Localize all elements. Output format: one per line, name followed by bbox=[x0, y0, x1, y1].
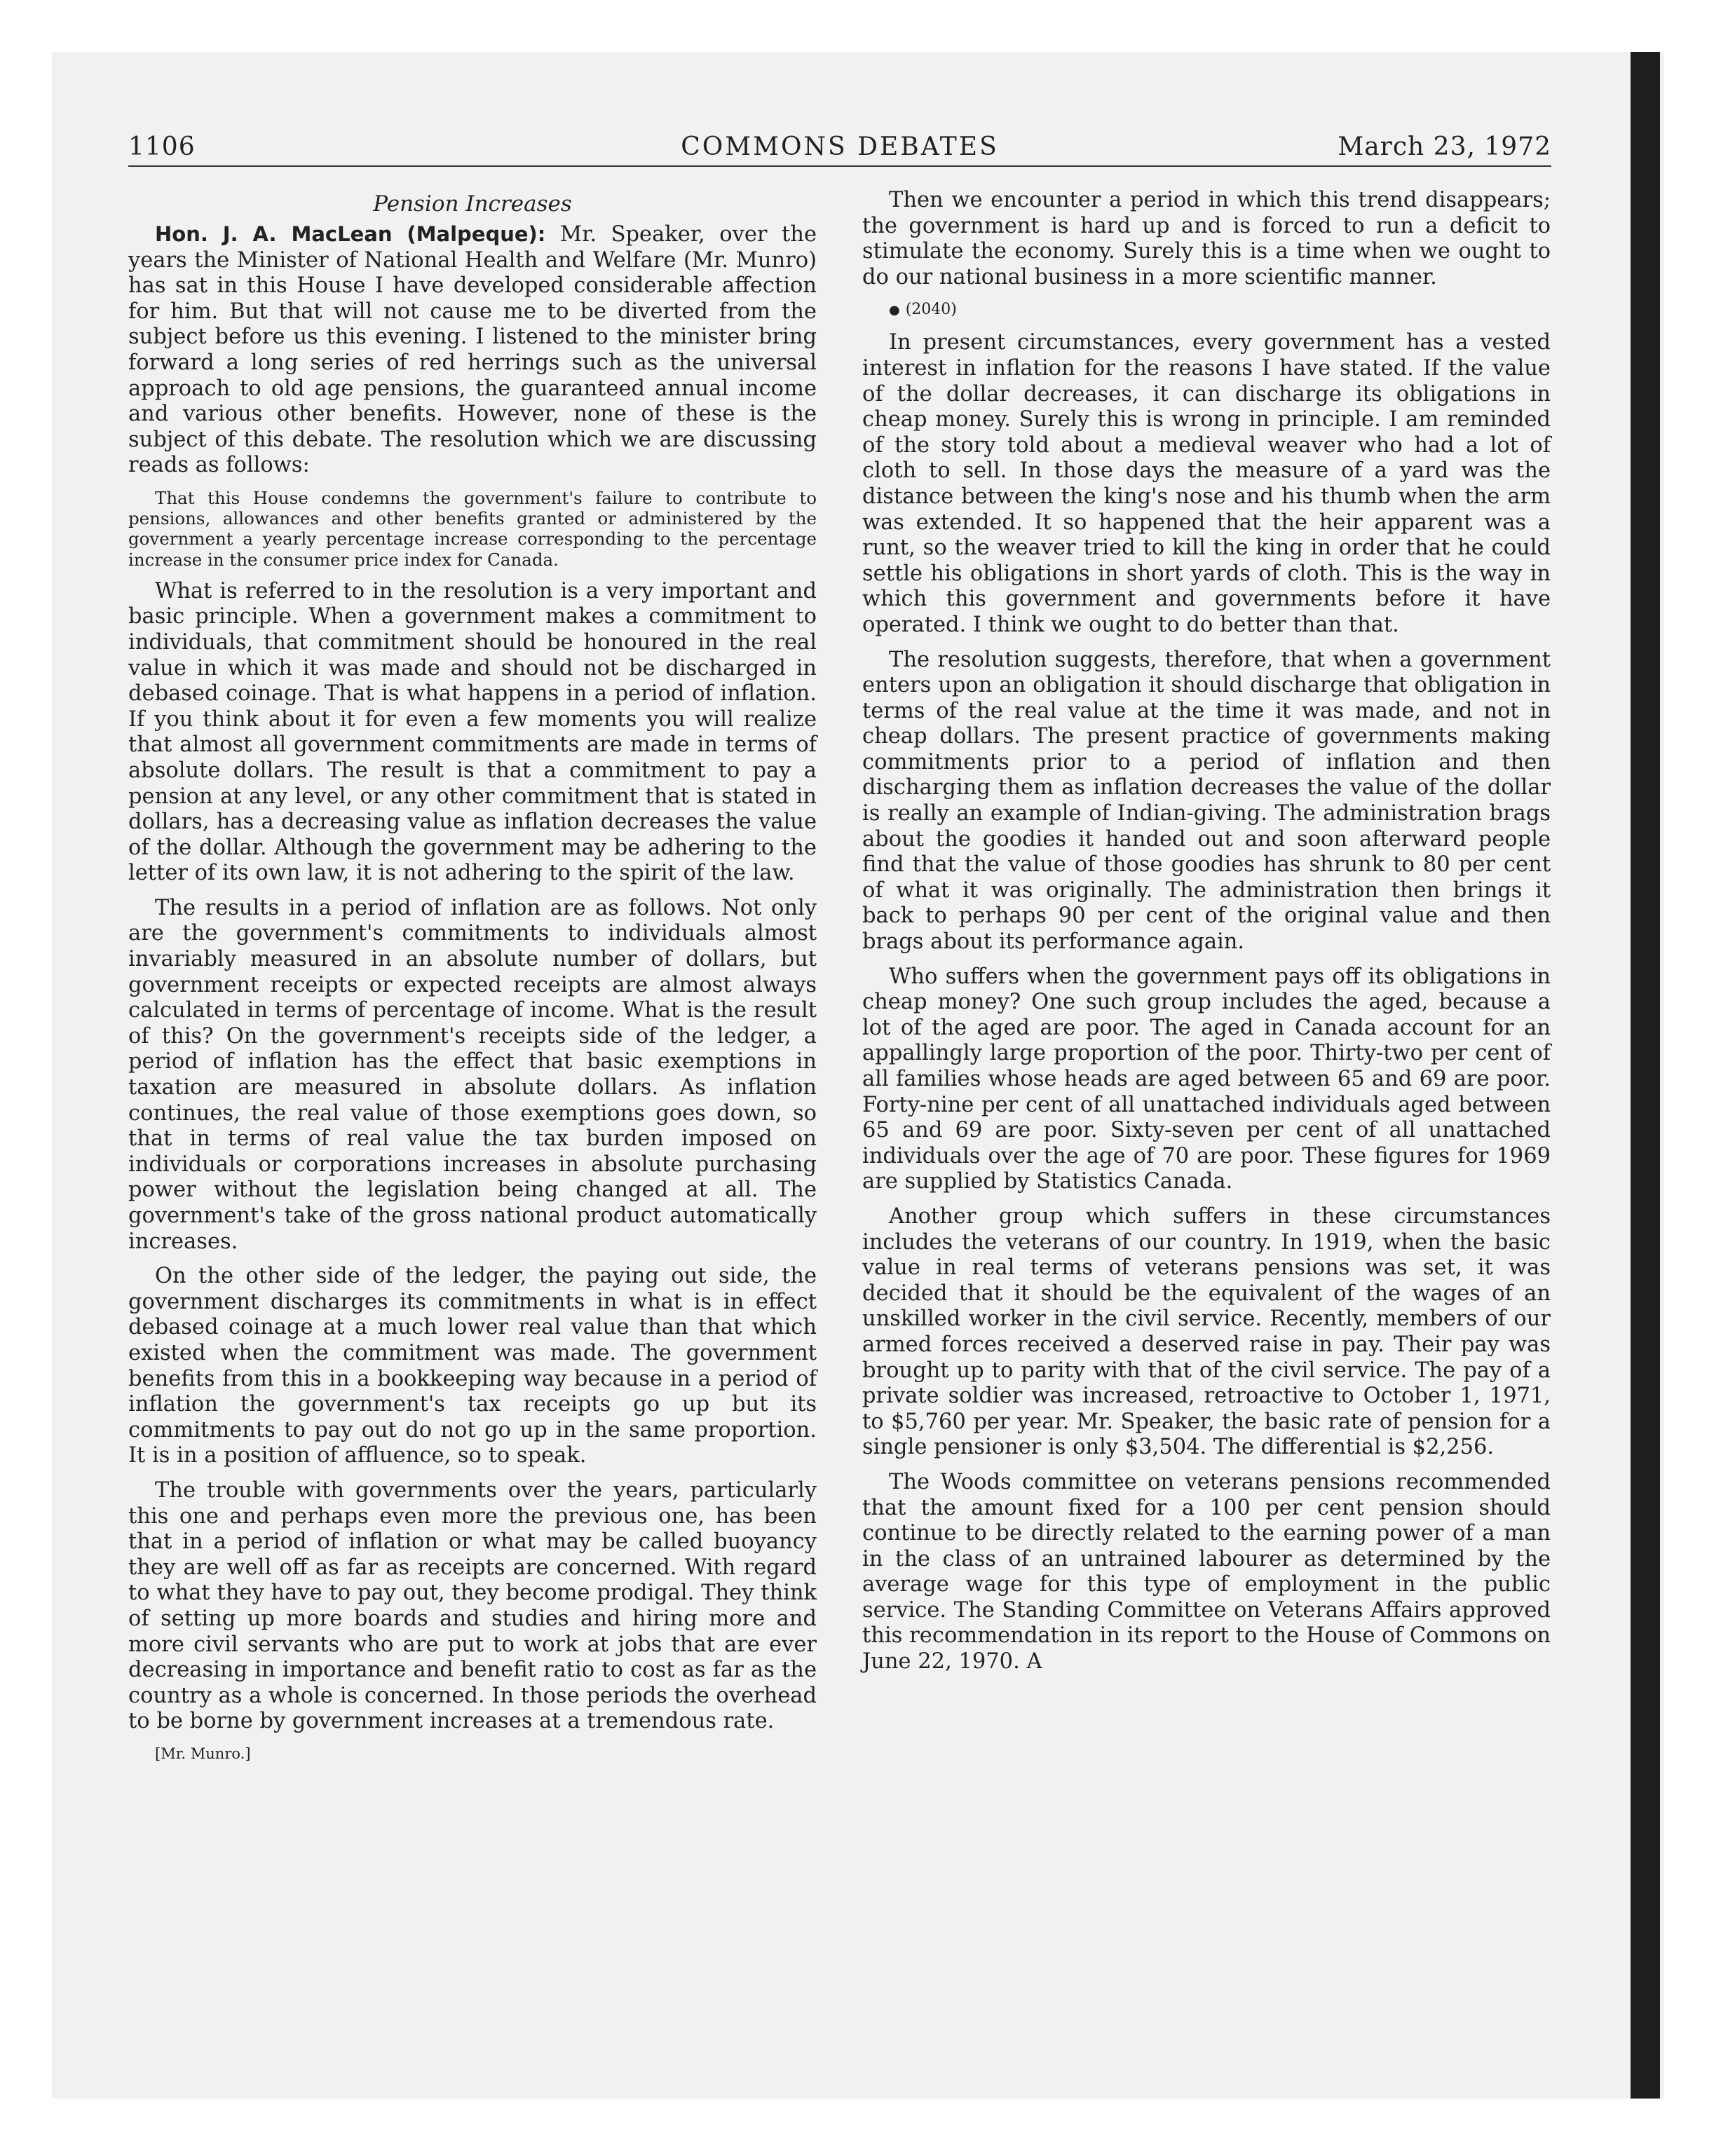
time-marker-text: (2040) bbox=[905, 301, 957, 319]
time-marker bbox=[862, 299, 1551, 321]
right-column bbox=[862, 188, 1551, 1684]
speaker-name: Hon. J. A. MacLean (Malpeque): bbox=[155, 222, 546, 246]
paragraph: The Woods committee on veterans pensions recommended that the amount fixed for a 100 per cent pension should continue to be directly related to the earning power of a man in the class of an untrained labourer as determined by the average wage for this type of employment in the public service. The Standing Committee on Veterans Affairs approved this recommendation in its report to the House of Commons on June 22, 1970. A bbox=[862, 1469, 1551, 1674]
publication-title: COMMONS DEBATES bbox=[681, 132, 999, 161]
paragraph: Another group which suffers in these circumstances includes the veterans of our country. In 1919, when the basic value in real terms of veterans pensions was set, it was decided that it should be the equivalent of the wages of an unskilled worker in the civil service. Recently, members of our armed forces received a deserved raise in pay. Their pay was brought up to parity with that of the civil service. The pay of a private soldier was increased, retroactive to October 1, 1971, to $5,760 per year. Mr. Speaker, the basic rate of pension for a single pensioner is only $3,504. The differential is $2,256. bbox=[862, 1203, 1551, 1460]
scan-edge-bar bbox=[1631, 52, 1660, 2099]
paragraph: The trouble with governments over the years, particularly this one and perhaps even more the previous one, has been that in a period of inflation or what may be called buoyancy they are well off as far as receipts are concerned. With regard to what they have to pay out, they become prodigal. They think of setting up more boards and studies and hiring more and more civil servants who are put to work at jobs that are ever decreasing in importance and benefit ratio to cost as far as the country as a whole is concerned. In those periods the overhead to be borne by government increases at a tremendous rate. bbox=[128, 1478, 817, 1734]
paragraph: Then we encounter a period in which this trend disappears; the government is hard up and is forced to run a deficit to stimulate the economy. Surely this is a time when we ought to do our national business in a more scientific manner. bbox=[862, 188, 1551, 289]
page-number: 1106 bbox=[128, 132, 196, 161]
paragraph: In present circumstances, every government has a vested interest in inflation for the reasons I have stated. If the value of the dollar decreases, it can discharge its obligations in cheap money. Surely this is wrong in principle. I am reminded of the story told about a medieval weaver who had a lot of cloth to sell. In those days the measure of a yard was the distance between the king's nose and his thumb when the arm was extended. It so happened that the heir apparent was a runt, so the weaver tried to kill the king in order that he could settle his obligations in short yards of cloth. This is the way in which this government and governments before it have operated. I think we ought to do better than that. bbox=[862, 330, 1551, 637]
paragraph: The resolution suggests, therefore, that when a government enters upon an obligation it should discharge that obligation in terms of the real value at the time it was made, and not in cheap dollars. The present practice of governments making commitments prior to a period of inflation and then discharging them as inflation decreases the value of the dollar is really an example of Indian-giving. The administration brags about the goodies it handed out and soon afterward people find that the value of those goodies has shrunk to 80 per cent of what it was originally. The administration then brings it back to perhaps 90 per cent of the original value and then brags about its performance again. bbox=[862, 647, 1551, 955]
speech-text: Mr. Speaker, over the years the Minister of National Health and Welfare (Mr. Munro) has sat in this House I have developed considerable affection for him. But that will not cause me to be diverted from the subject before us this evening. I listened to the minister bring forward a long series of red herrings such as the universal approach to old age pensions, the guaranteed annual income and various other benefits. However, none of these is the subject of this debate. The resolution which we are discussing reads as follows: bbox=[128, 222, 817, 478]
left-column bbox=[128, 188, 817, 1773]
resolution-quote: That this House condemns the government's failure to contribute to pensions, allowances and other benefits granted or administered by the government a yearly percentage increase corresponding to the percentage increase in the consumer price index for Canada. bbox=[128, 487, 817, 570]
paragraph: On the other side of the ledger, the paying out side, the government discharges its commitments in what is in effect debased coinage at a much lower real value than that which existed when the commitment was made. The government benefits from this in a bookkeeping way because in a period of inflation the government's tax receipts go up but its commitments to pay out do not go up in the same proportion. It is in a position of affluence, so to speak. bbox=[128, 1264, 817, 1468]
paragraph: The results in a period of inflation are as follows. Not only are the government's commitments to individuals almost invariably measured in an absolute number of dollars, but government receipts or expected receipts are almost always calculated in terms of percentage of income. What is the result of this? On the government's receipts side of the ledger, a period of inflation has the effect that basic exemptions in taxation are measured in absolute dollars. As inflation continues, the real value of those exemptions goes down, so that in terms of real value the tax burden imposed on individuals or corporations increases in absolute purchasing power without the legislation being changed at all. The government's take of the gross national product automatically increases. bbox=[128, 895, 817, 1254]
page-header bbox=[128, 133, 1551, 167]
section-title: Pension Increases bbox=[373, 191, 572, 217]
paragraph: Who suffers when the government pays off its obligations in cheap money? One such group includes the aged, because a lot of the aged are poor. The aged in Canada account for an appallingly large proportion of the poor. Thirty-two per cent of all families whose heads are aged between 65 and 69 are poor. Forty-nine per cent of all unattached individuals aged between 65 and 69 are poor. Sixty-seven per cent of all unattached individuals over the age of 70 are poor. These figures for 1969 are supplied by Statistics Canada. bbox=[862, 964, 1551, 1194]
speech-paragraph bbox=[128, 221, 817, 479]
page-date: March 23, 1972 bbox=[1338, 132, 1551, 161]
paragraph: What is referred to in the resolution is a very important and basic principle. When a government makes a commitment to individuals, that commitment should be honoured in the real value in which it was made and should not be discharged in debased coinage. That is what happens in a period of inflation. If you think about it for even a few moments you will realize that almost all government commitments are made in terms of absolute dollars. The result is that a commitment to pay a pension at any level, or any other commitment that is stated in dollars, has a decreasing value as inflation decreases the value of the dollar. Although the government may be adhering to the letter of its own law, it is not adhering to the spirit of the law. bbox=[128, 578, 817, 886]
speaker-footnote: [Mr. Munro.] bbox=[155, 1745, 251, 1762]
bullet-icon: ● bbox=[889, 303, 900, 318]
